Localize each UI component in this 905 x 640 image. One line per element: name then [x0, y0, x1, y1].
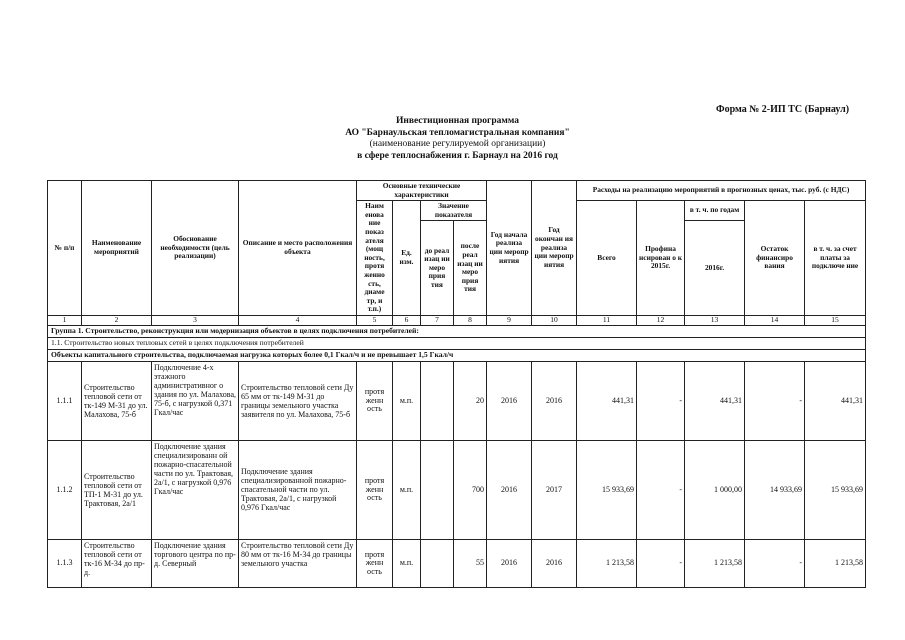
col-header-tech: Основные технические характеристики	[357, 181, 487, 201]
row-remaining: 14 933,69	[745, 440, 805, 539]
table-row	[48, 361, 866, 440]
row-financed: -	[637, 361, 685, 440]
col-number: 7	[421, 315, 454, 325]
row-year-start: 2016	[487, 539, 532, 587]
col-number: 10	[532, 315, 577, 325]
header-org-caption: (наименование регулируемой организации)	[369, 139, 546, 149]
row-year-end: 2016	[532, 361, 577, 440]
col-number: 8	[454, 315, 487, 325]
col-header-financed: Профина нсирован о к 2015г.	[637, 201, 685, 316]
row-before	[421, 440, 454, 539]
row-fee: 15 933,69	[805, 440, 866, 539]
col-header-by-years: в т. ч. по годам	[685, 201, 745, 221]
row-num: 1.1.2	[48, 440, 82, 539]
col-header-2016: 2016г.	[685, 221, 745, 316]
row-unit: м.п.	[393, 361, 421, 440]
col-number: 14	[745, 315, 805, 325]
row-desc: Подключение здания специализированной пожарно-спасательной части по ул. Трактовая, 2а/1, с нагрузкой 0,976 Гкал/час	[239, 440, 357, 539]
row-2016: 1 213,58	[685, 539, 745, 587]
col-header-name: Наименование мероприятий	[82, 181, 152, 316]
row-desc: Строительство тепловой сети Ду 65 мм от тк-149 М-31 до границы земельного участка заявителя по ул. Малахова, 75-б	[239, 361, 357, 440]
col-header-unit: Ед. изм.	[393, 201, 421, 316]
row-after: 20	[454, 361, 487, 440]
row-before	[421, 361, 454, 440]
col-number: 11	[577, 315, 637, 325]
col-number: 12	[637, 315, 685, 325]
row-param: протя женн ость	[357, 539, 393, 587]
row-remaining: -	[745, 361, 805, 440]
row-name: Строительство тепловой сети от ТП-1 М-31 до ул. Трактовая, 2а/1	[82, 440, 152, 539]
row-year-end: 2017	[532, 440, 577, 539]
row-fee: 1 213,58	[805, 539, 866, 587]
row-reason: Подключение здания специализированн ой пожарно-спасательной части по ул. Трактовая, 2а/1, с нагрузкой 0,976 Гкал/час	[152, 440, 239, 539]
row-year-start: 2016	[487, 361, 532, 440]
row-before	[421, 539, 454, 587]
row-after: 700	[454, 440, 487, 539]
col-header-total: Всего	[577, 201, 637, 316]
column-numbers-row	[48, 315, 866, 325]
row-remaining: -	[745, 539, 805, 587]
row-desc: Строительство тепловой сети Ду 80 мм от тк-16 М-34 до границы земельного участка	[239, 539, 357, 587]
table-row	[48, 539, 866, 587]
row-financed: -	[637, 440, 685, 539]
row-num: 1.1.1	[48, 361, 82, 440]
table-row	[48, 440, 866, 539]
row-param: протя женн ость	[357, 440, 393, 539]
row-2016: 441,31	[685, 361, 745, 440]
header-sphere: в сфере теплоснабжения г. Барнаул на 2016 год	[357, 150, 558, 161]
row-unit: м.п.	[393, 539, 421, 587]
col-header-num: № п/п	[48, 181, 82, 316]
col-number: 15	[805, 315, 866, 325]
subsection-heading: Объекты капитального строительства, подключаемая нагрузка которых более 0,1 Гкал/ч и не превышает 1,5 Гкал/ч	[48, 349, 866, 361]
col-header-costs: Расходы на реализацию мероприятий в прогнозных ценах, тыс. руб. (с НДС)	[577, 181, 866, 201]
col-header-incl-fee: в т. ч. за счет платы за подключе ние	[805, 201, 866, 316]
col-number: 3	[152, 315, 239, 325]
header-title: Инвестиционная программа	[395, 116, 520, 126]
row-name: Строительство тепловой сети от тк-149 М-31 до ул. Малахова, 75-б	[82, 361, 152, 440]
header-organization: АО "Барнаульская тепломагистральная компания"	[345, 127, 570, 138]
row-year-end: 2016	[532, 539, 577, 587]
col-header-year-end: Год окончан ия реализа ции меропр иятия	[532, 181, 577, 316]
col-header-after: после реал изац ии меро прия тия	[454, 221, 487, 316]
row-param: протя женн ость	[357, 361, 393, 440]
col-number: 6	[393, 315, 421, 325]
col-number: 1	[48, 315, 82, 325]
group-heading: Группа 1. Строительство, реконструкция или модернизация объектов в целях подключения потребителей:	[48, 325, 866, 337]
col-number: 13	[685, 315, 745, 325]
form-number: Форма № 2-ИП ТС (Барнаул)	[716, 104, 850, 115]
row-unit: м.п.	[393, 440, 421, 539]
row-after: 55	[454, 539, 487, 587]
col-number: 5	[357, 315, 393, 325]
section-heading: 1.1. Строительство новых тепловых сетей в целях подключения потребителей	[48, 337, 866, 349]
col-number: 2	[82, 315, 152, 325]
col-number: 4	[239, 315, 357, 325]
col-header-remaining: Остаток финансиро вания	[745, 201, 805, 316]
row-financed: -	[637, 539, 685, 587]
row-num: 1.1.3	[48, 539, 82, 587]
row-2016: 1 000,00	[685, 440, 745, 539]
document-header	[0, 116, 905, 162]
row-reason: Подключение здания торгового центра по пр-д. Северный	[152, 539, 239, 587]
col-number: 9	[487, 315, 532, 325]
row-fee: 441,31	[805, 361, 866, 440]
row-name: Строительство тепловой сети от тк-16 М-34 до пр-д.	[82, 539, 152, 587]
col-header-before: до реал изац ии меро прия тия	[421, 221, 454, 316]
row-total: 1 213,58	[577, 539, 637, 587]
col-header-reason: Обоснование необходимости (цель реализации)	[152, 181, 239, 316]
col-header-param-name: Наим енова ние показ ателя (мощ ность, протя женно сть, диаме тр, и т.п.)	[357, 201, 393, 316]
col-header-desc: Описание и место расположения объекта	[239, 181, 357, 316]
row-reason: Подключение 4-х этажного административног о здания по ул. Малахова, 75-б, с нагрузкой 0,371 Гкал/час	[152, 361, 239, 440]
row-total: 15 933,69	[577, 440, 637, 539]
investment-table	[47, 180, 866, 588]
col-header-year-start: Год начала реализа ции меропр иятия	[487, 181, 532, 316]
col-header-values: Значение показателя	[421, 201, 487, 221]
row-total: 441,31	[577, 361, 637, 440]
row-year-start: 2016	[487, 440, 532, 539]
